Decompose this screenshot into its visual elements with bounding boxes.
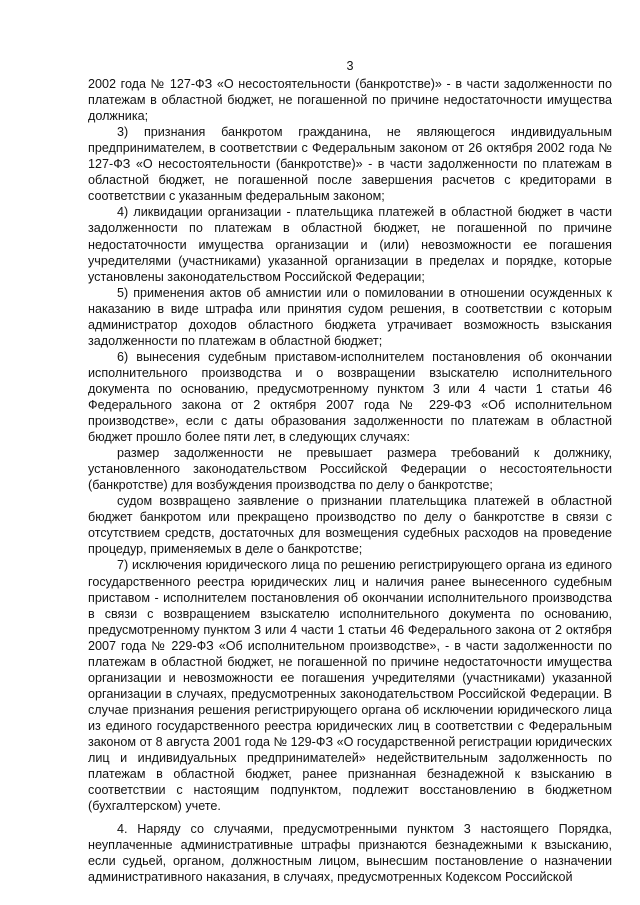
page-number: 3 [346, 59, 354, 73]
paragraph-item-5: 5) применения актов об амнистии или о помиловании в отношении осужденных к наказанию в виде штрафа или принятия судом решения, в соответствии с которым администратор доходов областного бюджета утрачивает возможность взыскания задолженности по платежам в областной бюджет; [88, 285, 612, 348]
document-page [88, 58, 612, 885]
paragraph-item-6-case-1: размер задолженности не превышает размера требований к должнику, установленного законодательством Российской Федерации о несостоятельности (банкротстве) для возбуждения производства по делу о банкротстве; [88, 446, 612, 493]
paragraph-item-3: 3) признания банкротом гражданина, не являющегося индивидуальным предпринимателем, в соответствии с Федеральным законом от 26 октября 2002 года № 127-ФЗ «О несостоятельности (банкротстве)» - в части задолженности по платежам в областной бюджет, не погашенной после завершения расчетов с кредиторами в соответствии с указанным федеральным законом; [88, 125, 612, 204]
paragraph-continuation: 2002 года № 127-ФЗ «О несостоятельности (банкротстве)» - в части задолженности по платежам в областной бюджет, не погашенной по причине недостаточности имущества должника; [88, 77, 612, 124]
paragraph-item-7: 7) исключения юридического лица по решению регистрирующего органа из единого государственного реестра юридических лиц и наличия ранее вынесенного судебным приставом - исполнителем постановления об окончании исполнительного производства в связи с возвращением взыскателю исполнительного документа по основанию, предусмотренному пунктом 3 или 4 части 1 статьи 46 Федерального закона от 2 октября 2007 года № 229-ФЗ «Об исполнительном производстве», - в части задолженности по платежам в областной бюджет, не погашенной по причине недостаточности имущества организации и невозможности ее погашения учредителями (участниками) указанной организации в случаях, предусмотренных законодательством Российской Федерации. В случае признания решения регистрирующего органа об исключении юридического лица из единого государственного реестра юридических лиц в соответствии с Федеральным законом от 8 августа 2001 года № 129-ФЗ «О государственной регистрации юридических лиц и индивидуальных предпринимателей» недействительным задолженность по платежам в областной бюджет, ранее признанная безнадежной к взысканию в соответствии с настоящим подпунктом, подлежит восстановлению в бюджетном (бухгалтерском) учете. [88, 558, 612, 814]
paragraph-item-6-case-2: судом возвращено заявление о признании плательщика платежей в областной бюджет банкротом или прекращено производство по делу о банкротстве в связи с отсутствием средств, достаточных для возмещения судебных расходов на проведение процедур, применяемых в деле о банкротстве; [88, 494, 612, 557]
paragraph-item-4: 4) ликвидации организации - плательщика платежей в областной бюджет в части задолженности по платежам в областной бюджет, не погашенной по причине недостаточности имущества организации и (или) невозможности ее погашения учредителями (участниками) указанной организации в пределах и порядке, которые установлены законодательством Российской Федерации; [88, 205, 612, 284]
paragraph-section-4: 4. Наряду со случаями, предусмотренными пунктом 3 настоящего Порядка, неуплаченные административные штрафы признаются безнадежными к взысканию, если судьей, органом, должностным лицом, вынесшим постановление о назначении административного наказания, в случаях, предусмотренных Кодексом Российской [88, 822, 612, 885]
paragraph-item-6: 6) вынесения судебным приставом-исполнителем постановления об окончании исполнительного производства и о возвращении взыскателю исполнительного документа по основанию, предусмотренному пунктом 3 или 4 части 1 статьи 46 Федерального закона от 2 октября 2007 года № 229-ФЗ «Об исполнительном производстве», если с даты образования задолженности по платежам в областной бюджет прошло более пяти лет, в следующих случаях: [88, 349, 612, 445]
